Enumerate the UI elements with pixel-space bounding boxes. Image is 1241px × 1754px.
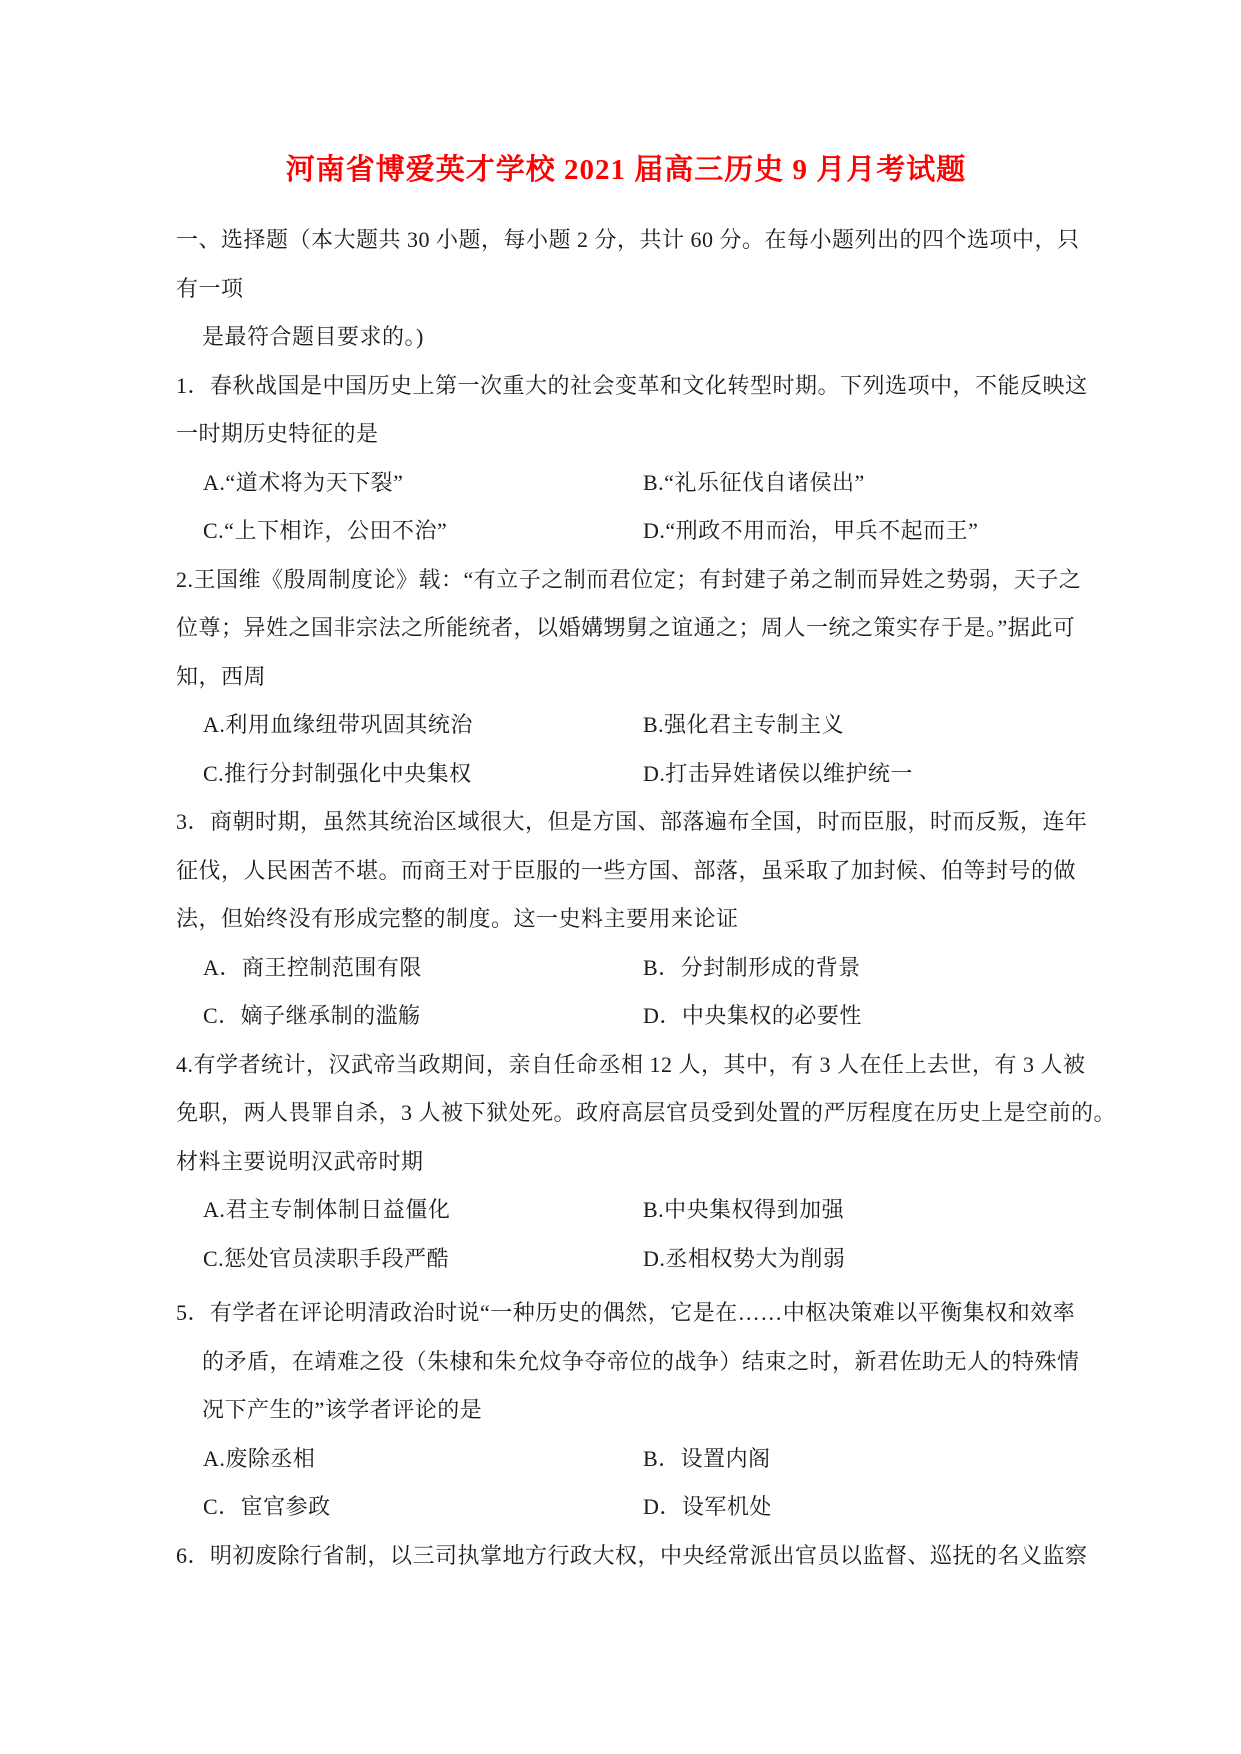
option-row	[176, 507, 1106, 556]
option-c: C.“上下相诈，公田不治”	[203, 518, 448, 543]
option-d: D．设军机处	[643, 1494, 772, 1519]
question-stem-line: 一时期历史特征的是	[176, 421, 379, 446]
option-row	[176, 1435, 1106, 1484]
option-b: B.强化君主专制主义	[643, 712, 845, 737]
question-2	[176, 556, 1106, 799]
question-stem-line: 材料主要说明汉武帝时期	[176, 1148, 424, 1174]
option-b: B.中央集权得到加强	[643, 1197, 845, 1222]
option-d: D.丞相权势大为削弱	[643, 1245, 846, 1271]
document-title: 河南省博爱英才学校 2021 届高三历史 9 月月考试题	[285, 154, 967, 186]
option-row	[176, 750, 1106, 799]
option-row	[176, 944, 1106, 993]
option-row	[176, 992, 1106, 1041]
question-stem-line: 6．明初废除行省制，以三司执掌地方行政大权，中央经常派出官员以监督、巡抚的名义监察	[176, 1542, 1088, 1568]
option-d: D．中央集权的必要性	[643, 1003, 862, 1028]
question-stem-line: 法，但始终没有形成完整的制度。这一史料主要用来论证	[176, 906, 739, 931]
option-row	[176, 1186, 1106, 1235]
question-1	[176, 362, 1106, 556]
question-stem-line: 2.王国维《殷周制度论》载：“有立子之制而君位定；有封建子弟之制而异姓之势弱，天子之	[176, 566, 1082, 592]
question-stem-line: 征伐，人民困苦不堪。而商王对于臣服的一些方国、部落，虽采取了加封候、伯等封号的做	[176, 857, 1077, 883]
option-a: A.“道术将为天下裂”	[203, 469, 404, 495]
option-b: B．分封制形成的背景	[643, 954, 861, 980]
option-d: D.打击异姓诸侯以维护统一	[643, 760, 913, 786]
question-stem-line: 免职，两人畏罪自杀，3 人被下狱处死。政府高层官员受到处置的严厉程度在历史上是空前的。	[176, 1100, 1117, 1125]
question-stem-line: 3．商朝时期，虽然其统治区域很大，但是方国、部落遍布全国，时而臣服，时而反叛，连年	[176, 809, 1088, 834]
option-row	[176, 1483, 1106, 1532]
question-stem-line: 的矛盾，在靖难之役（朱棣和朱允炆争夺帝位的战争）结束之时，新君佐助无人的特殊情	[202, 1348, 1080, 1374]
option-b: B．设置内阁	[643, 1445, 771, 1471]
option-c: C．嫡子继承制的滥觞	[203, 1003, 421, 1028]
option-b: B.“礼乐征伐自诸侯出”	[643, 469, 865, 495]
option-c: C.推行分封制强化中央集权	[203, 760, 472, 786]
question-3	[176, 798, 1106, 1041]
document-body	[176, 216, 1117, 1580]
question-stem-line: 5．有学者在评论明清政治时说“一种历史的偶然，它是在……中枢决策难以平衡集权和效率	[176, 1300, 1076, 1325]
option-a: A.废除丞相	[203, 1445, 316, 1471]
option-row	[176, 1235, 1106, 1284]
question-5	[176, 1289, 1106, 1532]
question-stem-line: 知，西周	[176, 663, 267, 689]
option-a: A．商王控制范围有限	[203, 954, 422, 980]
option-a: A.君主专制体制日益僵化	[203, 1197, 451, 1222]
option-d: D.“刑政不用而治，甲兵不起而王”	[643, 518, 979, 543]
option-c: C．宦官参政	[203, 1494, 331, 1519]
question-stem-line: 位尊；异姓之国非宗法之所能统者，以婚媾甥舅之谊通之；周人一统之策实存于是。”据此可	[176, 615, 1076, 640]
option-a: A.利用血缘纽带巩固其统治	[203, 712, 473, 737]
section-header-line: 有一项	[176, 275, 244, 301]
question-4	[176, 1041, 1117, 1284]
section-header-line: 是最符合题目要求的。)	[202, 324, 424, 349]
question-stem-line: 况下产生的”该学者评论的是	[202, 1397, 483, 1422]
option-row	[176, 459, 1106, 508]
question-stem-line: 1．春秋战国是中国历史上第一次重大的社会变革和文化转型时期。下列选项中，不能反映这	[176, 372, 1088, 398]
option-c: C.惩处官员渎职手段严酷	[203, 1245, 450, 1271]
question-6	[176, 1532, 1106, 1581]
section-header-line: 一、选择题（本大题共 30 小题，每小题 2 分，共计 60 分。在每小题列出的四个选项中，只	[176, 227, 1080, 252]
question-stem-line: 4.有学者统计，汉武帝当政期间，亲自任命丞相 12 人，其中，有 3 人在任上去世，有 3 人被	[176, 1051, 1086, 1077]
option-row	[176, 701, 1106, 750]
